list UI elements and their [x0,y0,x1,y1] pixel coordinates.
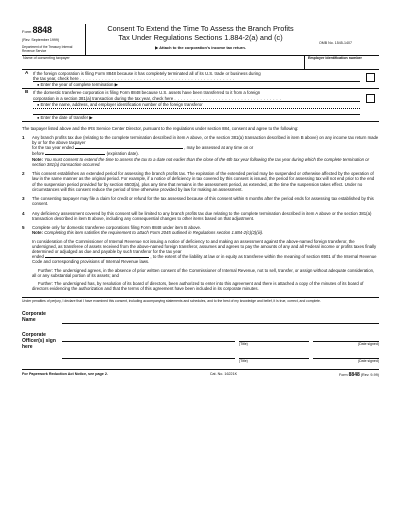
consideration-text2: , to the extent of the liability at law or in equity as transferee within the meaning of section 6901 of the Internal Revenue Code and corresponding provisions of Internal Revenue laws. [32,254,377,265]
date-label: (Date signed) [357,359,379,364]
para-1 [22,135,379,167]
para-5 [22,225,379,292]
form-title-line2: Tax Under Regulations Sections 1.884-2(a) and (c) [118,32,283,42]
ein-field[interactable] [305,56,379,69]
item-b-line2: corporation in a section 381(a) transaction during the tax year, check here [33,95,174,101]
para-4-num: 4 [22,210,25,216]
form-footer [22,369,379,378]
item-b-sub1-label: Enter the name, address, and employer identification number of the foreign transferor [40,101,203,107]
officer-date-1[interactable] [313,332,379,346]
date-line [313,332,379,342]
item-a-sub-label: Enter the year of complete termination ▶ [40,82,118,88]
para-2 [22,171,379,192]
para-3 [22,196,379,206]
officer-row-2 [62,349,379,363]
form-ref-word: Form [339,372,348,377]
item-a-row [22,70,379,89]
para-1-text3: , may be assessed at any time on or [184,145,254,151]
bullet-icon: ● [37,82,41,88]
corporate-name-field[interactable] [62,311,379,324]
officer-signature-1[interactable] [62,332,235,346]
transferor-tax-year-field[interactable] [45,257,149,258]
para-5-text: Complete only for domestic transferee corporations filing Form 8848 under item B above. [32,225,202,231]
para-5-consideration [32,239,379,265]
further-1: Further: The undersigned agrees, in the absence of prior written consent of the Commissioner of Internal Revenue, not to sell, transfer, or assign without adequate consideration, all or any substantial portion of its assets; and [32,267,375,278]
corporate-officers-label: Corporate Officer(s) sign here [22,331,56,350]
form-title-block [86,24,315,55]
expiration-date-field[interactable] [45,154,105,155]
para-2-num: 2 [22,171,25,177]
perjury-statement: Under penalties of perjury, I declare that I have examined this consent, including accompanying statements and schedules, and to the best of my knowledge and belief, it is true, correct, and complete. [22,297,379,303]
item-a-body [33,70,360,88]
para-1-text2: for the tax year ended [32,145,74,151]
form-id-block [22,24,86,55]
ended-label: ended [32,254,44,260]
item-b-checkbox[interactable] [366,94,375,103]
para-5-note [32,230,379,235]
corporate-name-label: Corporate Name [22,310,46,323]
para-3-text: The consenting taxpayer may file a claim for credit or refund for the tax assessed because of this consent within 6 months after the period ends for assessing tax established by this consent. [32,196,374,207]
taxpayer-name-field[interactable] [22,56,305,69]
item-b-body [33,89,360,120]
tax-year-ended-field[interactable] [75,148,183,149]
item-b-letter: B [25,89,29,95]
paperwork-notice: For Paperwork Reduction Act Notice, see page 2. [22,371,108,376]
taxpayer-row [22,56,379,70]
officer-date-2[interactable] [313,349,379,363]
para-1-text5: (expiration date). [106,150,139,156]
item-a-checkbox[interactable] [366,73,375,82]
officer-row-1 [62,332,379,346]
catalog-number: Cat. No. 16221K [209,371,238,376]
signature-labels [22,311,62,364]
para-1-note [32,157,379,167]
leader-dots: . . . . . . . . . . . . . . . . . . . . . . . . . . . . . . . . . . [174,95,282,101]
form-ref-number: 8848 [348,371,360,378]
item-a-letter: A [25,70,29,75]
consideration-text1: In consideration of the Commissioner of Internal Revenue not issuing a notice of deficiency to and making an assessment against the above-named foreign transferor, the undersigned, as transferee of assets received from the above-named foreign transferor, assumes and agrees to pay the amounts of any and all Federal income or profits taxes finally determined or adjudged as due and payable by such transferor for the tax year [32,238,377,255]
attach-instruction: ▶ Attach to the corporation's income tax return. [155,44,246,50]
intro-text: The taxpayer listed above and the IRS Service Center Director, pursuant to the regulations under section 884, consent and agree to the following: [22,125,299,131]
signature-block [22,311,379,364]
note-label: Note: [32,230,43,236]
para-5-note-text: Completing this item satisfies the requirement to attach Form 2045 outlined in Regulations section 1.884-2(c)(2)(iii). [44,230,264,236]
leader-dots: . . . . . . . . . . . . . . . . . . . . . . . . . . . . . . . . . . . . . . . . . . . . . . . . . [79,76,235,82]
item-b-line1: If the domestic transferee corporation is filing Form 8848 because U.S. assets have been transferred to it from a foreign [33,90,261,96]
item-b-sub2[interactable] [33,114,360,121]
para-1-text4: before [32,150,45,156]
note-label: Note: [32,156,43,162]
item-a-line1: If the foreign corporation is filing Form 8848 because it has completely terminated all of its U.S. trade or business during [33,71,261,76]
officer-title-2[interactable] [239,349,309,363]
signature-line [62,332,235,342]
item-a-line2: the tax year, check here [33,76,79,82]
para-4-text: Any deficiency assessment covered by this consent will be limited to any branch profits tax due relating to the complete termination described in item A above or the section 381(a) transaction described in item B above, including any consequential changes to other items based on that adjustment. [32,210,372,221]
form-header [22,24,379,56]
bullet-icon: ● [37,114,41,120]
item-b-sub1[interactable] [33,101,360,108]
signature-line [62,349,235,359]
form-revision: (Rev. September 1999) [22,37,60,42]
agreement-section [22,126,379,292]
form-title-line1: Consent To Extend the Time To Assess the Branch Profits [107,24,294,33]
date-line [313,349,379,359]
item-b-sub2-label: Enter the date of transfer ▶ [40,114,93,120]
form-ref-rev: (Rev. 9-99) [360,372,379,377]
ein-label: Employer identification number [308,56,362,60]
item-a-sub[interactable] [33,81,360,88]
taxpayer-name-label: Name of consenting taxpayer [23,56,70,60]
omb-number: OMB No. 1545-1407 [319,41,352,45]
para-3-num: 3 [22,196,25,202]
para-1-num: 1 [22,134,25,140]
title-label: (Title) [239,341,248,346]
para-4 [22,211,379,221]
item-b-row [22,89,379,121]
officer-signature-2[interactable] [62,349,235,363]
title-label: (Title) [239,359,248,364]
para-5-body [32,225,379,292]
date-label: (Date signed) [357,341,379,346]
further-2: Further: The undersigned has, by resolution of its board of directors, been authorized to enter into this agreement and there is attached a copy of the minutes of its board of directors evidencing the authorization and that the terms of this agreement have been included in its corporate minutes. [32,281,364,292]
para-1-text [32,135,379,167]
para-2-text: This consent establishes an extended period for assessing the branch profits tax. The expiration of the extended period may be suspended or otherwise affected by the operation of law in the same manner as the original period. For example, if a notice of deficiency in tax covered by this consent is issued, the period for assessing tax will not end prior to the end of the suspension period provided for by section 6503(a), plus any time that remains in the assessment period, as extended, at the time the suspension takes effect. Under no circumstances will this consent reduce the period of time otherwise provided by law for making an assessment. [32,171,375,192]
form-reference [339,372,379,378]
department-name: Department of the Treasury Internal Revenue Service [22,45,73,54]
para-5-num: 5 [22,225,25,231]
signature-fields [62,311,379,364]
form-number: 8848 [32,25,52,35]
form-word: Form [22,29,32,34]
bullet-icon: ● [37,101,41,107]
title-line [239,349,309,359]
para-1-note-text: You must consent to extend the time to assess the tax to a date not earlier than the close of the 6th tax year following the tax year during which the complete termination or section 381(a) transaction occurred. [32,156,370,167]
para-1-text1: Any branch profits tax due (relating to the complete termination described in item A above, or the section 381(a) transaction described in item B above) on any income tax return made by or for the above taxpayer [32,134,379,146]
title-line [239,332,309,342]
officer-title-1[interactable] [239,332,309,346]
